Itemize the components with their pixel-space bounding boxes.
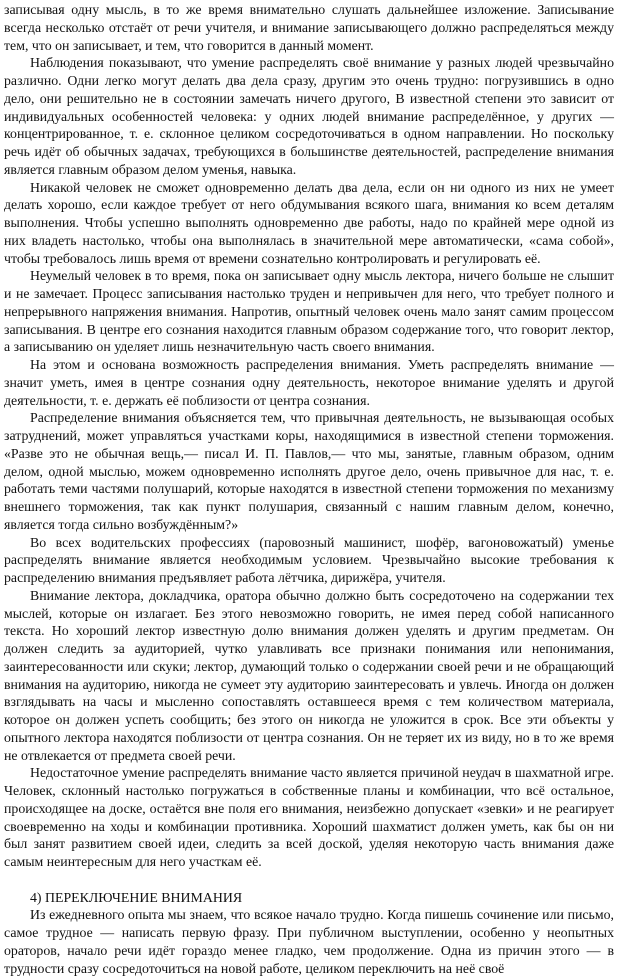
paragraph-continuation: записывая одну мысль, в то же время внимательно слушать дальнейшее изложение. Записывание всегда несколько отстаёт от речи учителя, и внимание записывающего должно распределяться между тем, что он записывает, и тем, что говорится в данный момент. — [4, 2, 614, 53]
paragraph-basis-of-distribution: На этом и основана возможность распределения внимания. Уметь распределять внимание — значит уметь, имея в центре сознания одну деятельность, некоторое внимание уделять и другой деятельности, т. е. держать её поблизости от центра сознания. — [4, 357, 614, 408]
paragraph-pavlov-quote: Распределение внимания объясняется тем, что привычная деятельность, не вызывающая особых затруднений, может управляться участками коры, находящимися в известной степени торможения. «Разве это не обычная вещь,— писал И. П. Павлов,— что мы, занятые, главным образом, одним делом, одной мыслью, можем одновременно исполнять другое дело, очень привычное для нас, т. е. работать теми частями полушарий, которые находятся в известной степени торможения по механизму внешнего торможения, так как пункт полушария, связанный с нашим главным делом, конечно, является тогда сильно возбуждённым?» — [4, 410, 614, 532]
paragraph-unskilled-note-taker: Неумелый человек в то время, пока он записывает одну мысль лектора, ничего больше не слышит и не замечает. Процесс записывания настолько труден и непривычен для него, что требует полного и непрерывного напряжения внимания. Напротив, опытный человек очень мало занят самим процессом записывания. В центре его сознания находится главным образом содержание того, что говорит лектор, а записыванию он уделяет лишь незначительную часть своего внимания. — [4, 268, 614, 355]
paragraph-two-tasks: Никакой человек не сможет одновременно делать два дела, если он ни одного из них не умеет делать хорошо, если каждое требует от него обдумывания всякого шага, внимания ко всем деталям выполнения. Чтобы успешно выполнять одновременно две работы, надо по крайней мере одной из них владеть настолько, чтобы она выполнялась в значительной мере автоматически, «сама собой», чтобы требовалось лишь время от времени сознательно контролировать и регулировать её. — [4, 179, 614, 266]
paragraph-distribution-differences: Наблюдения показывают, что умение распределять своё внимание у разных людей чрезвычайно различно. Одни легко могут делать два дела сразу, другим это очень трудно: погрузившись в одно дело, они решительно не в состоянии замечать ничего другого, В известной степени это зависит от индивидуальных особенностей человека: у одних людей внимание распределённое, у других — концентрированное, т. е. склонное целиком сосредоточиваться в одном направлении. Но поскольку речь идёт об обычных задачах, требующихся в большинстве деятельностей, распределение внимания является главным образом делом уменья, навыка. — [4, 55, 614, 177]
paragraph-driving-professions: Во всех водительских профессиях (паровозный машинист, шофёр, вагоновожатый) уменье распределять внимание является необходимым условием. Чрезвычайно высокие требования к распределению внимания предъявляет работа лётчика, дирижёра, учителя. — [4, 534, 614, 585]
paragraph-chess: Недостаточное умение распределять внимание часто является причиной неудач в шахматной игре. Человек, склонный настолько погружаться в собственные планы и комбинации, что всё остальное, происходящее на доске, остаётся вне поля его внимания, неизбежно допускает «зевки» и не реагирует своевременно на ходы и комбинации противника. Хороший шахматист должен уметь, как бы он ни был занят развитием своей идеи, следить за всей доской, уделяя некоторую часть внимания даже самым неинтересным для него участкам её. — [4, 765, 614, 869]
paragraph-lecturer-attention: Внимание лектора, докладчика, оратора обычно должно быть сосредоточено на содержании тех мыслей, которые он излагает. Без этого невозможно говорить, не имея перед собой написанного текста. Но хороший лектор известную долю внимания должен уделять и другим предметам. Он должен следить за аудиторией, чутко улавливать все признаки понимания или непонимания, заинтересованности или скуки; лектор, думающий только о содержании своей речи и не обращающий внимания на аудиторию, никогда не сумеет эту аудиторию заинтересовать и увлечь. Иногда он должен взглядывать на часы и мысленно сопоставлять оставшееся время с тем количеством материала, которое он должен успеть сообщить; без этого он никогда не уложится в срок. Все эти объекты у опытного лектора находятся поблизости от центра сознания. Он не теряет их из виду, но в то же время не отвлекается от предмета своей речи. — [4, 587, 614, 763]
section-heading-attention-switching: 4) ПЕРЕКЛЮЧЕНИЕ ВНИМАНИЯ — [30, 889, 243, 905]
paragraph-every-beginning-hard: Из ежедневного опыта мы знаем, что всякое начало трудно. Когда пишешь сочинение или письмо, самое трудное — написать первую фразу. При публичном выступлении, особенно у неопытных ораторов, начало речи идёт гораздо менее гладко, чем продолжение. Одна из причин этого — в трудности сразу сосредоточиться на новой работе, целиком переключить на неё своё — [4, 907, 614, 976]
